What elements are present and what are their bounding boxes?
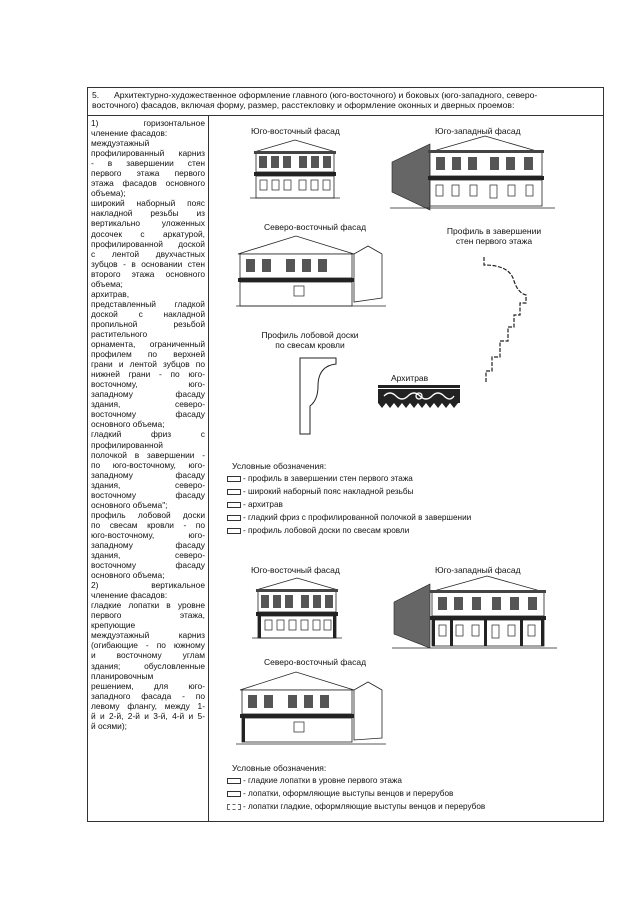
- caption-se-facade-1: Юго-восточный фасад: [251, 126, 340, 136]
- legend-1-item-1-label: - профиль в завершении стен первого этажа: [243, 474, 413, 483]
- caption-profile-wall: [434, 226, 554, 246]
- description-line: профилем по верхней: [91, 349, 205, 360]
- legend-swatch-icon: [227, 502, 241, 508]
- caption-sw-facade-2: Юго-западный фасад: [435, 565, 521, 575]
- description-line: доской с накладной: [91, 308, 205, 319]
- description-line: восточному фасаду: [91, 409, 205, 420]
- section-title-line-1: Архитектурно-художественное оформление главного (юго-восточного) и боковых (юго-западного, северо-: [114, 90, 538, 100]
- description-line: досочек с аркатурой,: [91, 228, 205, 239]
- ne-facade-drawing-1: [236, 232, 386, 310]
- legend-2-item-2: [227, 789, 453, 798]
- legend-swatch-icon: [227, 515, 241, 521]
- legend-swatch-icon: [227, 489, 241, 495]
- legend-1-item-2: [227, 487, 413, 496]
- architrave-ornament: [378, 385, 460, 409]
- caption-ne-facade-1: Северо-восточный фасад: [264, 222, 367, 232]
- legend-swatch-dashed-icon: [227, 804, 241, 810]
- legend-2-item-3-label: - лопатки гладкие, оформляющие выступы венцов и перерубов: [243, 802, 486, 811]
- caption-profile-wall-line-1: Профиль в завершении: [446, 226, 542, 236]
- column-divider: [208, 116, 209, 822]
- description-line: второго этажа основного: [91, 268, 205, 279]
- caption-profile-board-line-2: по свесам кровли: [275, 340, 345, 350]
- description-line: нижней грани - по юго-: [91, 369, 205, 380]
- sw-facade-drawing-2: [392, 572, 562, 652]
- description-line: междуэтажный: [91, 138, 150, 149]
- caption-ne-facade-2: Северо-восточный фасад: [264, 657, 367, 667]
- description-line: 1) горизонтальное: [91, 118, 205, 128]
- description-line: по свесам кровли - по: [91, 519, 205, 530]
- description-line: профиль лобовой доски: [91, 509, 205, 520]
- legend-swatch-icon: [227, 528, 241, 534]
- description-line: западному фасаду: [91, 389, 205, 400]
- legend-2-title: Условные обозначения:: [232, 763, 327, 773]
- description-line: западного фасада - по: [91, 690, 205, 701]
- ne-facade-drawing-2: [236, 668, 386, 748]
- description-line: членение фасадов:: [91, 590, 168, 601]
- description-line: восточному фасаду: [91, 489, 205, 500]
- description-line: зубцов - в основании стен: [91, 258, 205, 269]
- legend-1-item-1: [227, 474, 413, 483]
- description-line: гладкий фриз с: [91, 429, 205, 440]
- caption-profile-wall-line-2: стен первого этажа: [455, 236, 533, 246]
- description-line: й и 2-й, 2-й и 3-й, 4-й и 5-: [91, 710, 205, 721]
- legend-1-item-4-label: - гладкий фриз с профилированной полочкой в завершении: [243, 513, 472, 522]
- caption-architrave: Архитрав: [391, 373, 429, 383]
- legend-1-item-2-label: - широкий наборный пояс накладной резьбы: [243, 487, 414, 496]
- description-line: й осями);: [91, 720, 127, 731]
- section-title-line-2: восточного) фасадов, включая форму, размер, расстекловку и оформление оконных и дверных проемов:: [92, 100, 515, 110]
- description-line: западному фасаду: [91, 469, 205, 480]
- profile-board-drawing: [298, 356, 338, 436]
- legend-2-item-1: [227, 776, 402, 785]
- description-line: профилированной доской: [91, 238, 205, 249]
- description-line: и восточному углам: [91, 650, 205, 661]
- caption-sw-facade-1: Юго-западный фасад: [435, 126, 521, 136]
- caption-profile-board-line-1: Профиль лобовой доски: [261, 330, 359, 340]
- legend-2-item-1-label: - гладкие лопатки в уровне первого этажа: [243, 776, 402, 785]
- description-line: вертикально уложенных: [91, 218, 205, 229]
- description-line: пропильной резьбой: [91, 318, 205, 329]
- description-line: архитрав,: [91, 288, 130, 299]
- description-line: членение фасадов:: [91, 128, 168, 139]
- description-line: междуэтажный карниз: [91, 630, 205, 641]
- description-line: восточному, юго-: [91, 379, 205, 390]
- legend-1-title: Условные обозначения:: [232, 461, 327, 471]
- legend-1-item-3-label: - архитрав: [243, 500, 283, 509]
- description-column: [91, 118, 205, 731]
- caption-profile-board: [250, 330, 370, 350]
- description-line: этажа фасадов основного: [91, 178, 205, 189]
- description-line: широкий наборный пояс: [91, 198, 205, 209]
- description-line: профилированный карниз: [91, 148, 205, 159]
- description-line: здания, северо-: [91, 479, 205, 490]
- description-line: накладной резьбы из: [91, 208, 205, 219]
- legend-swatch-icon: [227, 778, 241, 784]
- description-line: основного объема";: [91, 499, 168, 510]
- description-line: здания; обусловленные: [91, 660, 205, 671]
- description-line: по юго-восточному, юго-: [91, 459, 205, 470]
- description-line: планировочным: [91, 670, 154, 681]
- legend-2-item-3: [227, 802, 485, 811]
- description-line: здания, северо-: [91, 550, 205, 561]
- sw-facade-drawing-1: [390, 132, 560, 212]
- description-line: крепующие: [91, 620, 136, 631]
- description-line: восточному фасаду: [91, 560, 205, 571]
- description-line: решением, для юго-: [91, 680, 205, 691]
- section-header: [88, 88, 603, 116]
- description-line: грани и лентой зубцов по: [91, 359, 205, 370]
- description-line: первого этажа первого: [91, 168, 205, 179]
- legend-1-item-4: [227, 513, 471, 522]
- description-line: здания, северо-: [91, 399, 205, 410]
- description-line: представленный гладкой: [91, 298, 205, 309]
- description-line: гладкие лопатки в уровне: [91, 600, 205, 611]
- legend-1-item-3: [227, 500, 283, 509]
- description-line: западному фасаду: [91, 539, 205, 550]
- description-line: юго-восточному, юго-: [91, 529, 205, 540]
- profile-wall-drawing: [480, 255, 540, 385]
- legend-swatch-icon: [227, 476, 241, 482]
- legend-swatch-icon: [227, 791, 241, 797]
- description-line: (огибающие - по южному: [91, 640, 205, 651]
- legend-1-item-5: [227, 526, 409, 535]
- description-line: основного объема;: [91, 419, 165, 430]
- description-line: - в завершении стен: [91, 158, 205, 169]
- se-facade-drawing-2: [252, 576, 342, 644]
- se-facade-drawing-1: [250, 138, 340, 206]
- caption-se-facade-2: Юго-восточный фасад: [251, 565, 340, 575]
- description-line: первого этажа,: [91, 610, 205, 621]
- description-line: профилированной: [91, 439, 163, 450]
- description-line: полочкой в завершении -: [91, 449, 205, 460]
- description-line: объема);: [91, 188, 126, 199]
- description-line: левому флангу, между 1-: [91, 700, 205, 711]
- legend-1-item-5-label: - профиль лобовой доски по свесам кровли: [243, 526, 410, 535]
- description-line: 2) вертикальное: [91, 580, 205, 591]
- description-line: орнамента, ограниченный: [91, 339, 205, 350]
- description-line: основного объема;: [91, 570, 165, 581]
- legend-2-item-2-label: - лопатки, оформляющие выступы венцов и перерубов: [243, 789, 454, 798]
- description-line: растительного: [91, 328, 148, 339]
- section-number: 5.: [92, 90, 100, 100]
- description-line: объема;: [91, 278, 123, 289]
- description-line: с лентой двухчастных: [91, 248, 205, 259]
